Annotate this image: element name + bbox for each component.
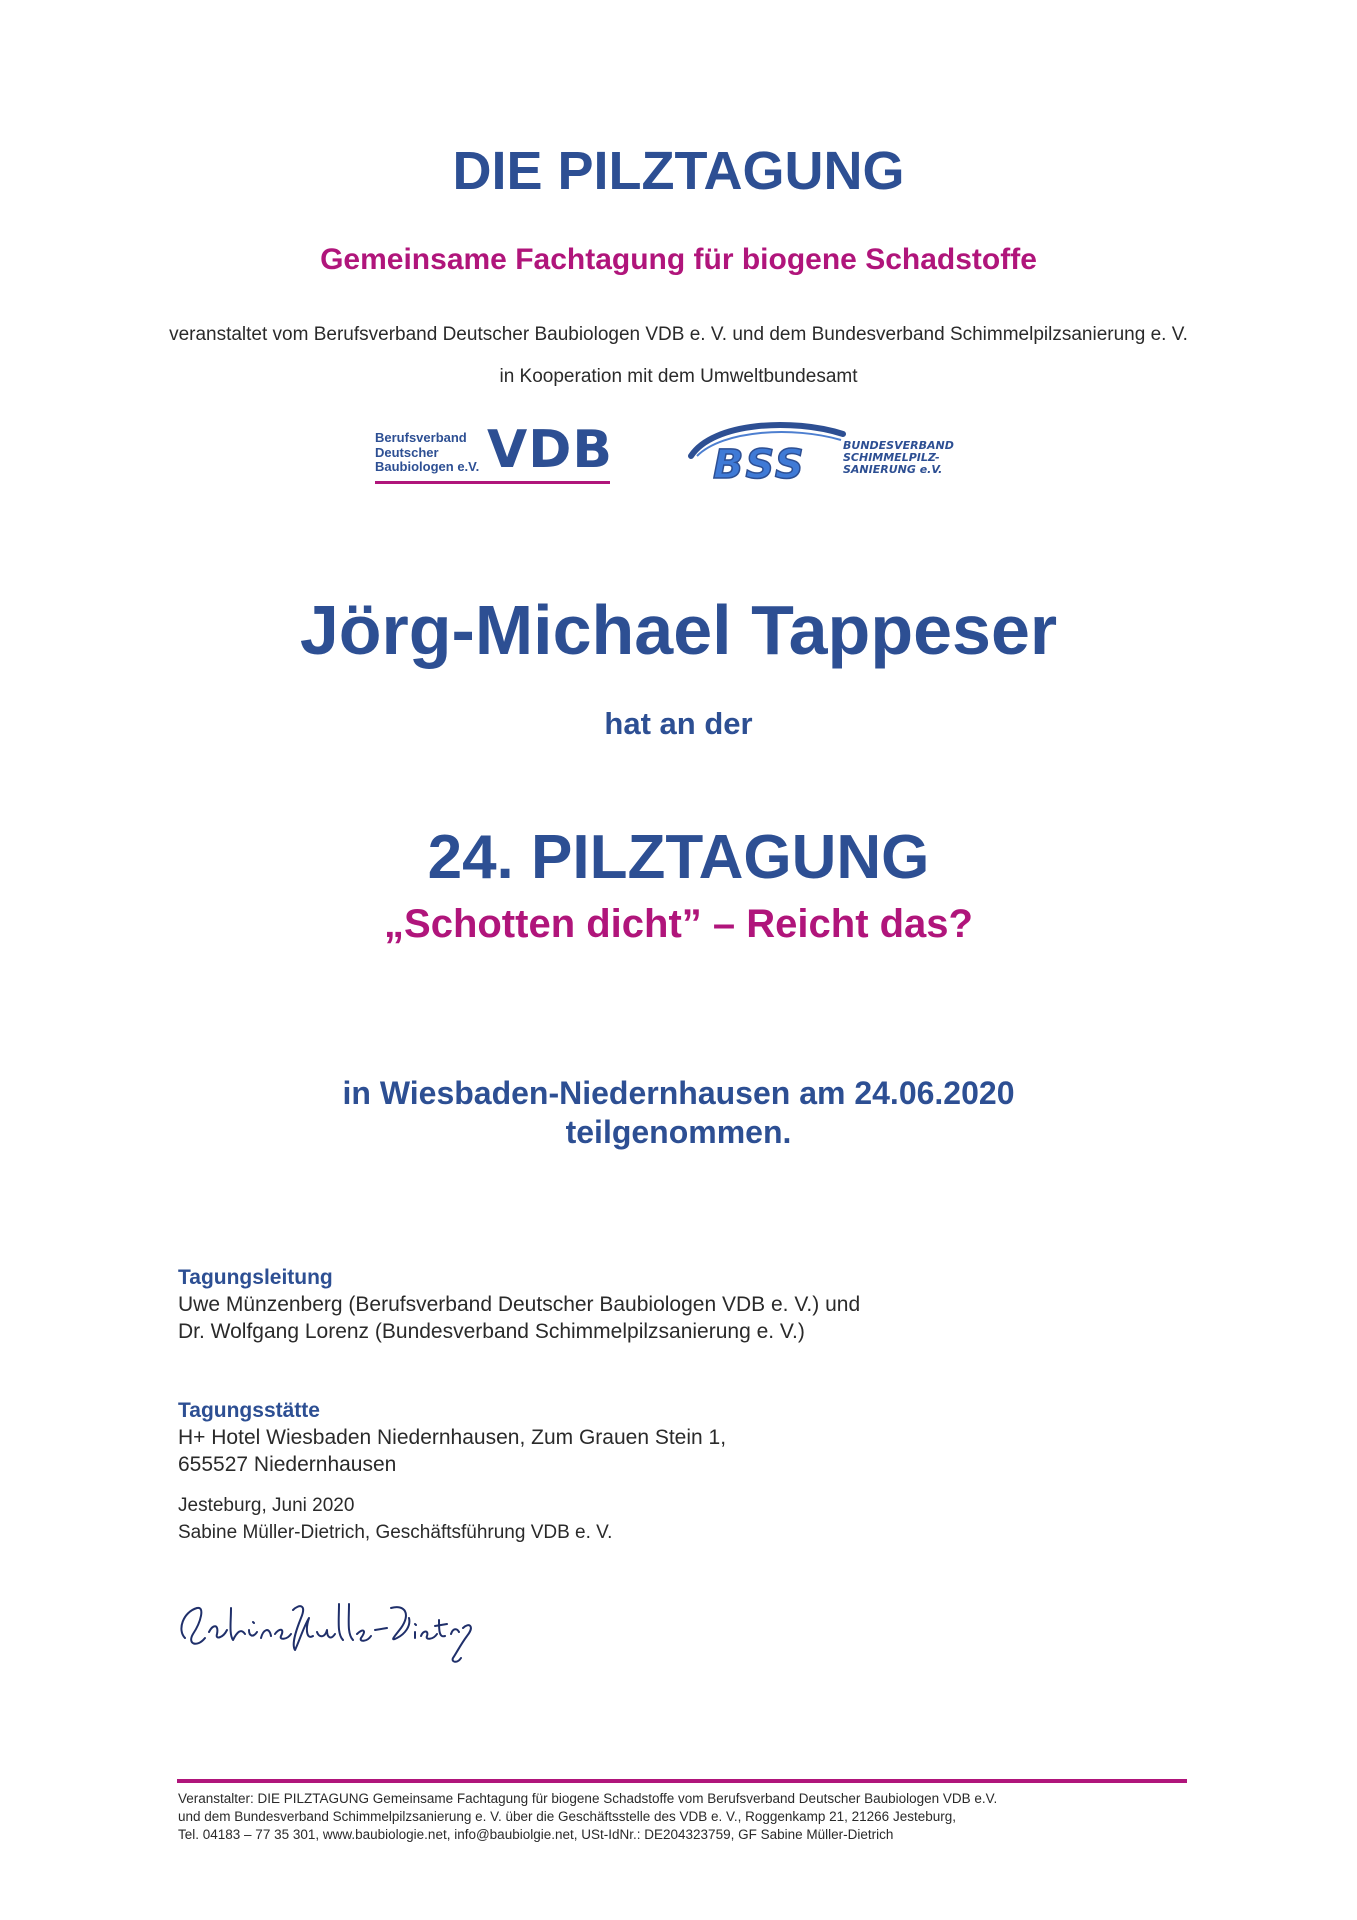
bss-logo-mark <box>683 412 848 487</box>
participation-closing: teilgenommen. <box>565 1114 792 1150</box>
footer-line2: und dem Bundesverband Schimmelpilzsanierung e. V. über die Geschäftsstelle des VDB e. V., Roggenkamp 21, 21266 Jesteburg, <box>178 1809 956 1824</box>
vdb-logo-line1: Berufsverband <box>375 430 467 445</box>
conference-subtitle: Gemeinsame Fachtagung für biogene Schadstoffe <box>320 243 1037 276</box>
venue-line2: 655527 Niedernhausen <box>178 1453 397 1476</box>
conference-title: DIE PILZTAGUNG <box>452 141 905 201</box>
vdb-logo <box>375 420 614 486</box>
vdb-logo-line3: Baubiologen e.V. <box>375 459 480 474</box>
venue-line1: H+ Hotel Wiesbaden Niedernhausen, Zum Grauen Stein 1, <box>178 1426 727 1449</box>
conference-lead-heading: Tagungsleitung <box>178 1266 333 1289</box>
organizers-text: veranstaltet vom Berufsverband Deutscher Baubiologen VDB e. V. und dem Bundesverband Schimmelpilzsanierung e. V. <box>169 324 1188 345</box>
issue-place-date: Jesteburg, Juni 2020 <box>178 1495 355 1516</box>
participation-intro: hat an der <box>604 706 753 741</box>
cooperation-text: in Kooperation mit dem Umweltbundesamt <box>499 366 858 387</box>
bss-logo-line3: SANIERUNG e.V. <box>843 463 943 476</box>
footer-line1: Veranstalter: DIE PILZTAGUNG Gemeinsame Fachtagung für biogene Schadstoffe vom Berufsverband Deutscher Baubiologen VDB e.V. <box>178 1791 998 1806</box>
bss-logo-line2: SCHIMMELPILZ- <box>843 451 940 464</box>
vdb-logo-small-text <box>375 431 479 475</box>
footer-text <box>178 1790 997 1844</box>
bss-logo-letters: BSS <box>713 442 806 487</box>
footer-divider <box>177 1779 1187 1783</box>
vdb-logo-underline <box>375 481 610 484</box>
venue-heading: Tagungsstätte <box>178 1399 320 1422</box>
footer-line3: Tel. 04183 – 77 35 301, www.baubiologie.net, info@baubiolgie.net, USt-IdNr.: DE204323759, GF Sabine Müller-Dietrich <box>178 1827 894 1842</box>
issue-signer: Sabine Müller-Dietrich, Geschäftsführung VDB e. V. <box>178 1522 613 1543</box>
venue-block <box>178 1397 726 1478</box>
handwritten-signature <box>175 1578 475 1668</box>
issue-block <box>178 1492 612 1546</box>
event-location-date: in Wiesbaden-Niedernhausen am 24.06.2020 <box>342 1075 1015 1111</box>
bss-logo-line1: BUNDESVERBAND <box>843 439 954 452</box>
vdb-logo-wordmark: VDB <box>487 420 614 480</box>
bss-logo-text <box>843 440 954 476</box>
conference-lead-line1: Uwe Münzenberg (Berufsverband Deutscher Baubiologen VDB e. V.) und <box>178 1293 861 1316</box>
bss-logo <box>683 412 963 487</box>
event-motto: „Schotten dicht” – Reicht das? <box>384 902 973 946</box>
vdb-logo-line2: Deutscher <box>375 444 439 460</box>
participant-name: Jörg-Michael Tappeser <box>299 591 1058 669</box>
conference-lead-block <box>178 1264 860 1345</box>
event-title: 24. PILZTAGUNG <box>427 823 930 892</box>
conference-lead-line2: Dr. Wolfgang Lorenz (Bundesverband Schimmelpilzsanierung e. V.) <box>178 1320 805 1343</box>
